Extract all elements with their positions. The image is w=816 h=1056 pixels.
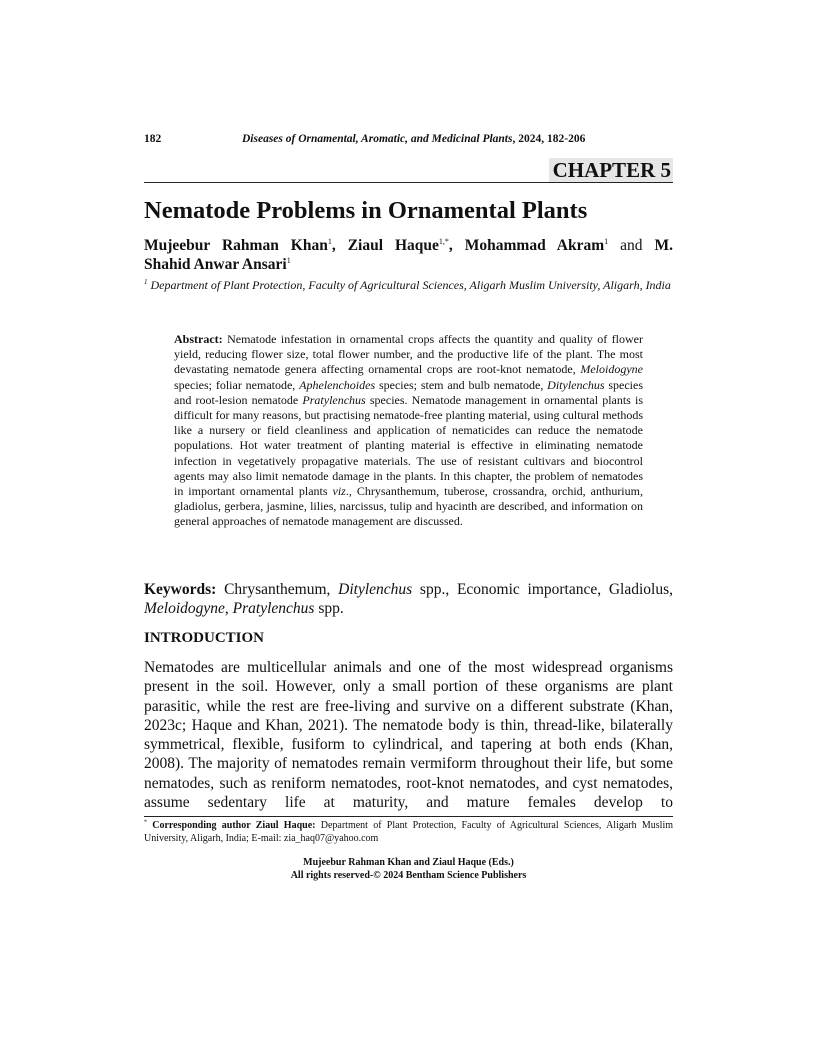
affil-marker: 1	[144, 278, 148, 286]
abstract	[174, 332, 643, 530]
editors-line: Mujeebur Rahman Khan and Ziaul Haque (Eds.)	[303, 857, 514, 868]
abstract-text: ., Chrysanthemum, tuberose, crossandra, orchid, anthurium, gladiolus, gerbera, jasmine, lilies, narcissus, tulip and hyacinth are described, and information on general approaches of nematode management are discussed.	[174, 484, 643, 529]
copyright-line: All rights reserved-© 2024 Bentham Science Publishers	[290, 869, 527, 881]
author-line-1	[144, 236, 673, 255]
separator: ,	[448, 237, 465, 254]
latin-term: viz	[332, 484, 346, 499]
keyword-text: ,	[224, 600, 233, 617]
section-heading-introduction: INTRODUCTION	[144, 630, 265, 646]
taxon-name: Pratylenchus	[302, 392, 366, 407]
source-citation	[242, 133, 585, 145]
author-name: Ziaul Haque	[347, 237, 439, 254]
abstract-text: species; stem and bulb nematode,	[375, 377, 548, 392]
book-title: Diseases of Ornamental, Aromatic, and Medicinal Plants	[242, 133, 513, 145]
source-meta: , 2024, 182-206	[512, 133, 586, 145]
abstract-text: Nematode infestation in ornamental crops affects the quantity and quality of flower yield, reducing flower size, total flower number, and the productive life of the plant. The most devastating nematode genera affecting ornamental crops are root-knot nematode,	[174, 332, 643, 377]
introduction-paragraph: Nematodes are multicellular animals and one of the most widespread organisms present in the soil. However, only a small portion of these organisms are plant parasitic, while the rest are free-living and survive on a different substrate (Khan, 2023c; Haque and Khan, 2021). The nematode body is thin, thread-like, bilaterally symmetrical, flexible, fusiform to cylindrical, and tapering at both ends (Khan, 2008). The majority of nematodes remain vermiform throughout their life, but some nematodes, such as reniform nematodes, root-knot nematodes, and cyst nematodes, assume sedentary life at maturity, and mature females develop to	[144, 659, 673, 812]
abstract-text: species. Nematode management in ornamental plants is difficult for many reasons, but practising nematode-free planting material, using cultural methods like a nursery or field cleanliness and application of nematicides can reduce the nematode populations. Hot water treatment of planting material is effective in eliminating nematode infection in vegetatively propagative materials. The use of resistant cultivars and biocontrol agents may also limit nematode damage in the plants. In this chapter, the problem of nematodes in important ornamental plants	[174, 392, 644, 499]
keywords-label: Keywords:	[144, 581, 217, 598]
author-affil-marker: 1,*	[438, 236, 449, 246]
footnote-label: Corresponding author Ziaul Haque:	[147, 820, 316, 831]
footnote-rule	[144, 816, 673, 817]
keywords	[144, 580, 673, 618]
affiliation-text: Department of Plant Protection, Faculty of Agricultural Sciences, Aligarh Muslim University, Aligarh, India	[147, 278, 671, 292]
author-list	[144, 236, 673, 274]
page-number: 182	[144, 133, 162, 145]
keyword-taxon: Pratylenchus	[232, 600, 315, 617]
author-name: Mujeebur Rahman Khan	[144, 237, 328, 254]
separator: ,	[331, 237, 348, 254]
publisher-block	[144, 857, 673, 882]
footnote-text: Department of Plant Protection, Faculty of Agricultural Sciences, Aligarh Muslim University, Aligarh, India; E-mail: zia_haq07@yahoo.com	[144, 820, 673, 844]
author-name-initial: M.	[654, 237, 674, 254]
footnote-marker: *	[144, 819, 147, 826]
abstract-text: species; foliar nematode,	[174, 377, 300, 392]
keyword-taxon: Ditylenchus	[338, 581, 413, 598]
keyword-text: Chrysanthemum,	[216, 581, 339, 598]
abstract-text: species and root-lesion nematode	[174, 377, 643, 407]
author-affil-marker: 1	[327, 236, 332, 246]
abstract-label: Abstract:	[174, 332, 223, 346]
chapter-label: CHAPTER 5	[549, 158, 673, 182]
author-name: Mohammad Akram	[464, 237, 605, 254]
author-affil-marker: 1	[286, 255, 291, 265]
keyword-text: spp., Economic importance, Gladiolus,	[412, 581, 673, 598]
keyword-text: spp.	[314, 600, 344, 617]
keyword-taxon: Meloidogyne	[144, 600, 225, 617]
affiliation	[144, 278, 673, 293]
conjunction: and	[608, 237, 655, 254]
chapter-title: Nematode Problems in Ornamental Plants	[144, 197, 588, 224]
taxon-name: Aphelenchoides	[299, 377, 376, 392]
taxon-name: Meloidogyne	[580, 362, 643, 377]
footnote	[144, 820, 673, 845]
taxon-name: Ditylenchus	[547, 377, 605, 392]
author-affil-marker: 1	[604, 236, 609, 246]
author-name: Shahid Anwar Ansari	[144, 256, 287, 273]
header-rule	[144, 182, 673, 183]
